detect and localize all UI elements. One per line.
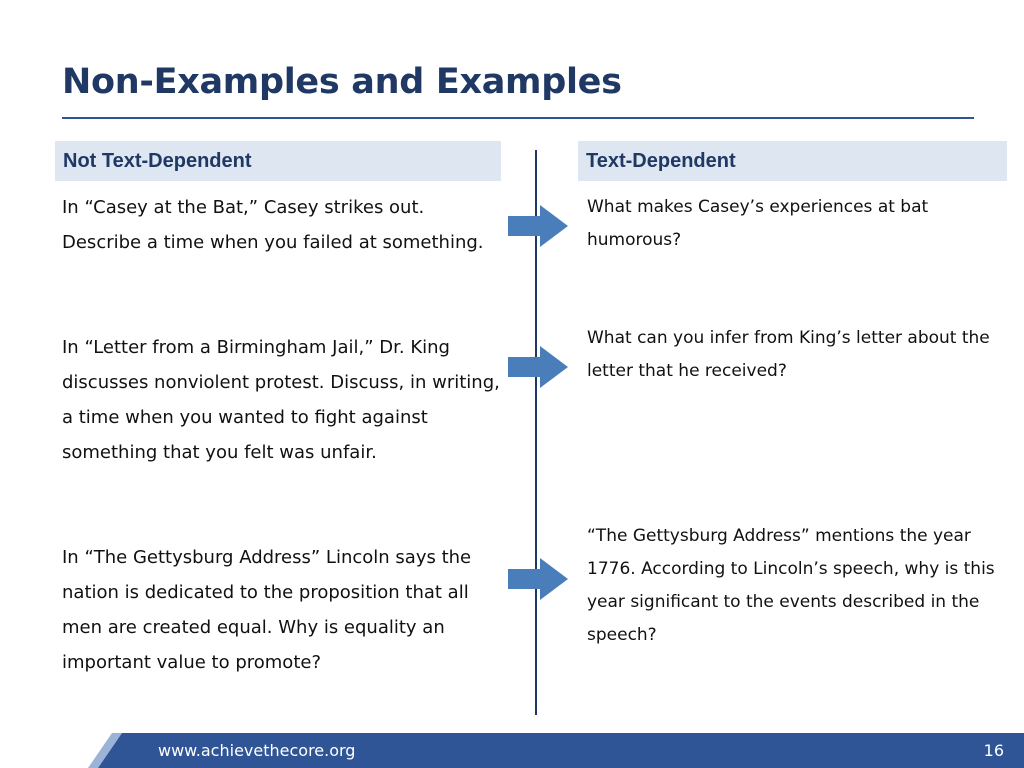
non-example-2: In “Letter from a Birmingham Jail,” Dr. King discusses nonviolent protest. Discuss, in writing, a time when you wanted to fight against something that you felt was unfair.: [62, 337, 500, 463]
title-underline: [62, 117, 974, 119]
footer-bar: [0, 733, 1024, 768]
example-1: What makes Casey’s experiences at bat humorous?: [587, 197, 929, 250]
right-arrow-icon: [508, 205, 568, 247]
right-arrow-icon: [508, 558, 568, 600]
column-header-not-text-dependent: Not Text-Dependent: [55, 141, 501, 181]
slide-title: Non-Examples and Examples: [62, 62, 622, 102]
column-header-text-dependent: Text-Dependent: [578, 141, 1007, 181]
slide-number: 16: [983, 741, 1004, 760]
example-2: What can you infer from King’s letter about the letter that he received?: [587, 328, 990, 381]
right-arrow-icon: [508, 346, 568, 388]
non-example-3: In “The Gettysburg Address” Lincoln says the nation is dedicated to the proposition that all men are created equal. Why is equality an important value to promote?: [62, 547, 472, 673]
footer-website-link[interactable]: www.achievethecore.org: [158, 741, 356, 760]
example-3: “The Gettysburg Address” mentions the year 1776. According to Lincoln’s speech, why is this year significant to the events described in the speech?: [587, 526, 995, 645]
non-example-1: In “Casey at the Bat,” Casey strikes out. Describe a time when you failed at something.: [62, 197, 484, 253]
